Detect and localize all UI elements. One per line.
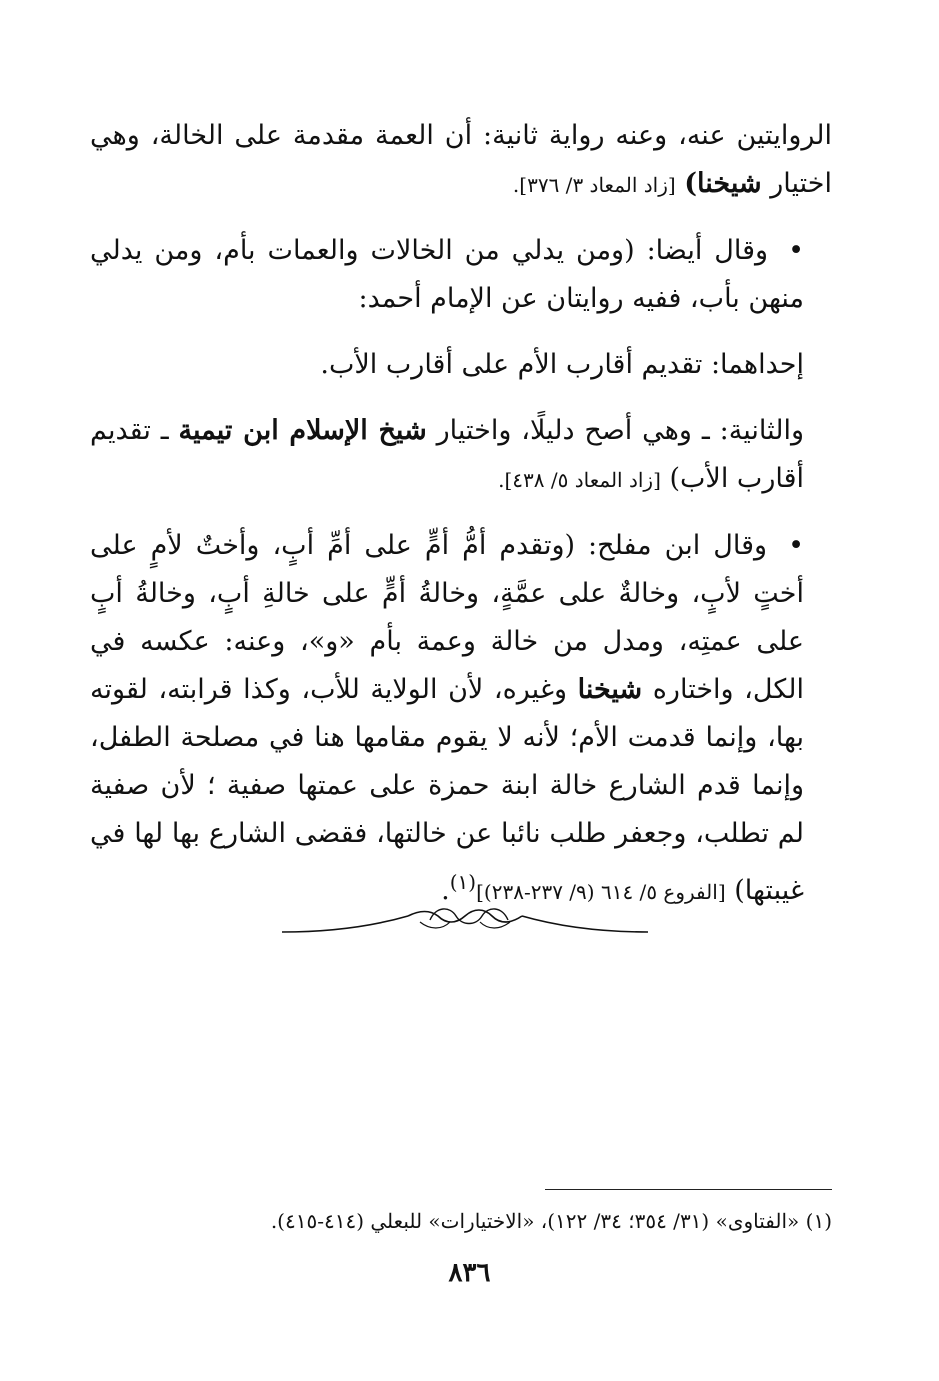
paragraph-4-text-before: والثانية: ـ وهي أصح دليلًا، واختيار [436, 415, 805, 446]
paragraph-4 [90, 407, 832, 504]
bullet-icon: • [788, 530, 804, 561]
paragraph-5-text-before: وقال ابن مفلح: (وتقدم أمُّ أمٍّ على أمِّ أبٍ، وأختٌ لأمٍ على أختٍ لأبٍ، وخالةٌ على عمَّةٍ، وخالةُ أمٍّ على خالةِ أبٍ، وخالةُ أبٍ على عمتِه، ومدل من خالة وعمة بأم «و»، وعنه: عكسه في الكل، واختاره [90, 530, 804, 705]
footnote-number: (١) [805, 1209, 832, 1233]
page-number: ٨٣٦ [448, 1258, 491, 1288]
paragraph-1-bold: شيخنا) [684, 168, 762, 199]
paragraph-2 [90, 227, 832, 323]
paragraph-2-text: وقال أيضا: (ومن يدلي من الخالات والعمات بأم، ومن يدلي منهن بأب، ففيه روايتان عن الإمام أحمد: [90, 235, 804, 314]
paragraph-5-reference: [الفروع ٥/ ٦١٤ (٩/ ٢٣٧-٢٣٨)] [476, 880, 726, 904]
paragraph-4-bold: شيخ الإسلام ابن تيمية [178, 415, 427, 446]
paragraph-4-reference: [زاد المعاد ٥/ ٤٣٨]. [498, 468, 661, 492]
section-divider-ornament-icon [280, 902, 650, 944]
paragraph-4-text-after: ـ تقديم أقارب الأب) [90, 415, 804, 494]
paragraph-5-text-after: وغيره، لأن الولاية للأب، وكذا قرابته، لقوته بها، وإنما قدمت الأم؛ لأنه لا يقوم مقامها هنا في مصلحة الطفل، وإنما قدم الشارع خالة ابنة حمزة على عمتها صفية ؛ لأن صفية لم تطلب، وجعفر طلب نائبا عن خالتها، فقضى الشارع بها لها في غيبتها) [90, 674, 804, 906]
footnote-marker: (١) [449, 870, 477, 894]
paragraph-5-bold: شيخنا [577, 674, 643, 705]
paragraph-1-text: الروايتين عنه، وعنه رواية ثانية: أن العمة مقدمة على الخالة، وهي اختيار [90, 120, 832, 199]
paragraph-3-text: إحداهما: تقديم أقارب الأم على أقارب الأب. [320, 349, 804, 380]
footnote-text: «الفتاوى» (٣١/ ٣٥٤؛ ٣٤/ ١٢٢)، «الاختيارات» للبعلي (٤١٤-٤١٥). [270, 1209, 800, 1233]
paragraph-1-reference: [زاد المعاد ٣/ ٣٧٦]. [512, 173, 676, 197]
paragraph-5-end: . [441, 875, 450, 906]
page-body [90, 112, 832, 934]
footnote-separator [545, 1189, 832, 1190]
bullet-icon: • [788, 235, 804, 266]
footnote [90, 1204, 832, 1238]
paragraph-5 [90, 522, 832, 916]
paragraph-3 [90, 341, 832, 389]
paragraph-1 [90, 112, 832, 209]
